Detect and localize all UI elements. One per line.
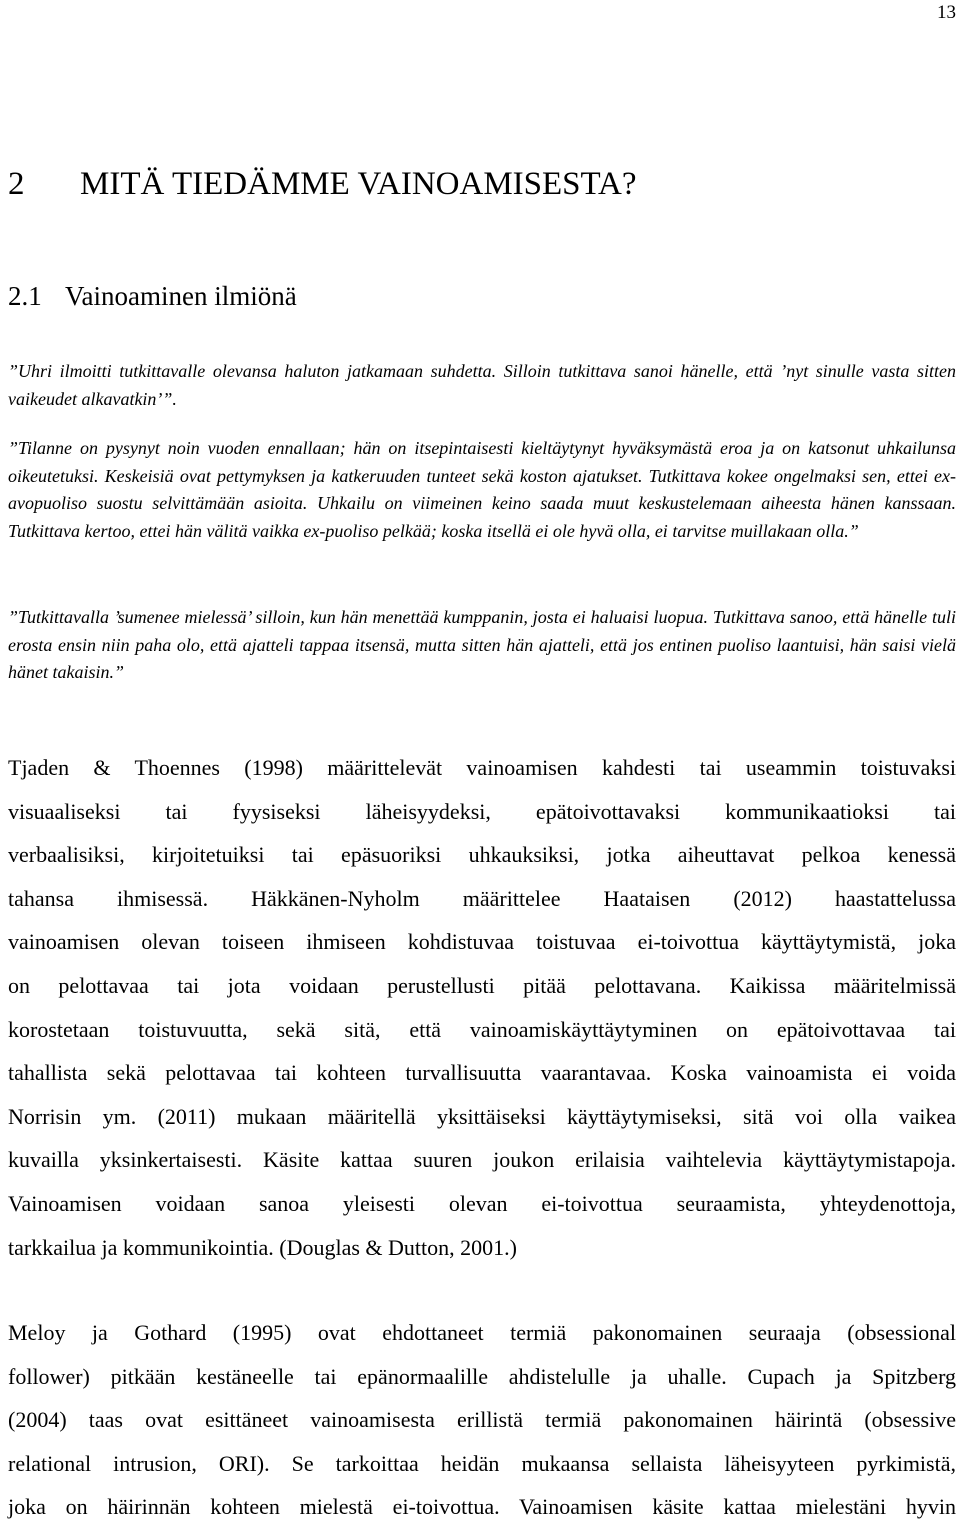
- body-paragraph: [8, 1311, 956, 1529]
- interview-quote: ”Tutkittavalla ’sumenee mielessä’ silloin, kun hän menettää kumppanin, josta ei haluaisi luopua. Tutkittava sanoo, että hänelle tuli erosta ensin niin paha olo, että ajatteli tappaa itsensä, mutta sitten hän ajatteli, että jos entinen puoliso laantuisi, hän saisi vielä hänet takaisin.”: [8, 607, 956, 682]
- paragraph-line: joka on häirinnän kohteen mielestä ei-toivottua. Vainoamisen käsite kattaa mielestäni hyvin: [8, 1494, 956, 1520]
- paragraph-line: tahansa ihmisessä. Häkkänen-Nyholm määrittelee Haataisen (2012) haastattelussa: [8, 885, 956, 911]
- paragraph-line: tarkkailua ja kommunikointia. (Douglas & Dutton, 2001.): [8, 1234, 517, 1260]
- section-title: Vainoaminen ilmiönä: [65, 281, 297, 311]
- paragraph-line: follower) pitkään kestäneelle tai epänormaalille ahdistelulle ja uhalle. Cupach ja Spitzberg: [8, 1363, 956, 1389]
- paragraph-line: Norrisin ym. (2011) mukaan määritellä yksittäiseksi käyttäytymiseksi, sitä voi olla vaikea: [8, 1103, 956, 1129]
- page-number: 13: [937, 2, 956, 23]
- paragraph-line: on pelottavaa tai jota voidaan perustellusti pitää pelottavana. Kaikissa määritelmissä: [8, 972, 956, 998]
- paragraph-line: Tjaden & Thoennes (1998) määrittelevät vainoamisen kahdesti tai useammin toistuvaksi: [8, 755, 956, 780]
- paragraph-line: relational intrusion, ORI). Se tarkoittaa heidän mukaansa sellaista läheisyyteen pyrkimistä,: [8, 1450, 956, 1476]
- chapter-title: MITÄ TIEDÄMME VAINOAMISESTA?: [80, 166, 637, 202]
- paragraph-line: Meloy ja Gothard (1995) ovat ehdottaneet termiä pakonomainen seuraaja (obsessional: [8, 1320, 956, 1345]
- paragraph-line: tahallista sekä pelottavaa tai kohteen turvallisuutta vaarantavaa. Koska vainoamista ei voida: [8, 1060, 956, 1086]
- paragraph-line: vainoamisen olevan toiseen ihmiseen kohdistuvaa toistuvaa ei-toivottua käyttäytymistä, joka: [8, 929, 956, 955]
- interview-quote: ”Tilanne on pysynyt noin vuoden ennallaan; hän on itsepintaisesti kieltäytynyt hyväksymästä eroa ja on katsonut uhkailunsa oikeutetuksi. Keskeisiä ovat pettymyksen ja katkeruuden tunteet sekä koston ajatukset. Tutkittava kokee ongelmaksi sen, ettei ex-avopuoliso suostu selvittämään asioita. Uhkailu on viimeinen keino saada muut keskustelemaan aiheesta hänen kanssaan. Tutkittava kertoo, ettei hän välitä vaikka ex-puoliso pelkää; koska itsellä ei ole hyvä olla, ei tarvitse muillakaan olla.”: [8, 438, 956, 541]
- paragraph-line: visuaaliseksi tai fyysiseksi läheisyydeksi, epätoivottavaksi kommunikaatioksi tai: [8, 798, 956, 824]
- paragraph-line: verbaalisiksi, kirjoitetuiksi tai epäsuoriksi uhkauksiksi, jotka aiheuttavat pelkoa kenessä: [8, 842, 956, 868]
- paragraph-line: Vainoamisen voidaan sanoa yleisesti olevan ei-toivottua seuraamista, yhteydenottoja,: [8, 1190, 956, 1216]
- paragraph-line: (2004) taas ovat esittäneet vainoamisesta erillistä termiä pakonomainen häirintä (obsessive: [8, 1407, 956, 1433]
- paragraph-line: korostetaan toistuvuutta, sekä sitä, että vainoamiskäyttäytyminen on epätoivottavaa tai: [8, 1016, 956, 1042]
- section-heading: [8, 281, 297, 312]
- paragraph-line: kuvailla yksinkertaisesti. Käsite kattaa suuren joukon erilaisia vaihtelevia käyttäytymistapoja.: [8, 1147, 956, 1173]
- section-number: 2.1: [8, 281, 42, 311]
- chapter-heading: [8, 166, 637, 203]
- body-paragraph: [8, 746, 956, 1269]
- interview-quote: ”Uhri ilmoitti tutkittavalle olevansa haluton jatkamaan suhdetta. Silloin tutkittava sanoi hänelle, että ’nyt sinulle vasta sitten vaikeudet alkavatkin’”.: [8, 361, 956, 409]
- chapter-number: 2: [8, 166, 25, 202]
